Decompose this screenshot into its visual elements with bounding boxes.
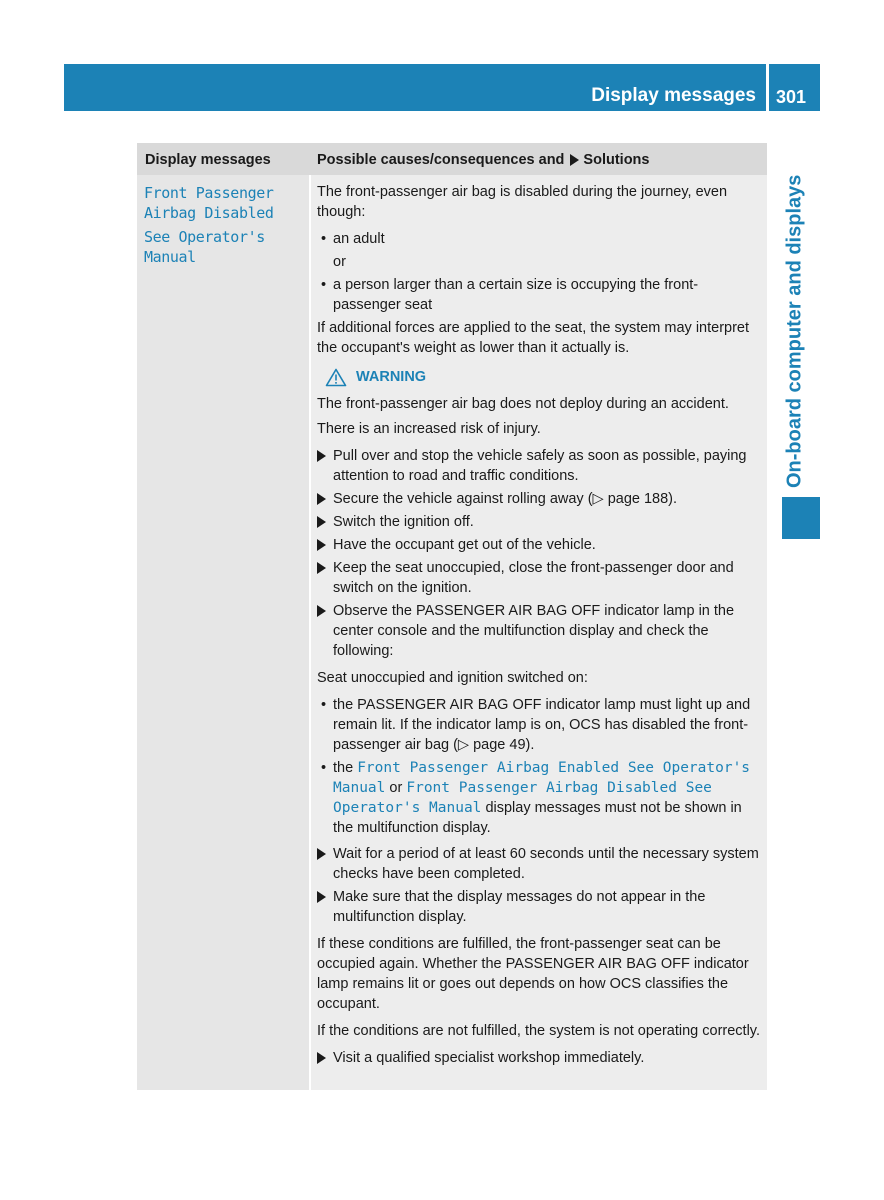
page-number-box [769,64,820,111]
step-observe-lamp: Observe the PASSENGER AIR BAG OFF indicator lamp in the center console and the multifunction display and check the following: [317,601,765,661]
message-line-2: Airbag Disabled [144,204,274,222]
step-arrow-icon [317,516,326,528]
step-arrow-icon [317,493,326,505]
step-visit-workshop: Visit a qualified specialist workshop immediately. [317,1048,765,1068]
step-check-display: Make sure that the display messages do not appear in the multifunction display. [317,887,765,927]
step-arrow-icon [317,539,326,551]
conditions-not-fulfilled-text: If the conditions are not fulfilled, the system is not operating correctly. [317,1023,761,1039]
message-line-1: Front Passenger [144,184,274,202]
causes-solutions-cell [317,182,765,1071]
step-secure-vehicle: Secure the vehicle against rolling away (▷ page 188). [317,489,765,509]
step-occupant-out: Have the occupant get out of the vehicle. [317,535,765,555]
warning-text-2: There is an increased risk of injury. [317,421,541,437]
column-divider [309,175,311,1090]
bullet-larger-person: • a person larger than a certain size is occupying the front-passenger seat [317,275,765,315]
step-arrow-icon [317,562,326,574]
warning-label: WARNING [356,369,427,385]
check-display-messages: • the Front Passenger Airbag Enabled See Operator's Manual or Front Passenger Airbag Disabled See Operator's Manual display messages must not be shown in the multifunction display. [317,758,765,838]
conditions-fulfilled-text: If these conditions are fulfilled, the front-passenger seat can be occupied again. Whether the PASSENGER AIR BAG OFF indicator lamp remains lit or goes out depends on how OCS classifies the occupant. [317,936,749,1012]
warning-triangle-icon [325,368,347,387]
display-message-cell [144,183,304,267]
page-title: Display messages [591,85,756,106]
message-line-4: Manual [144,248,196,266]
side-tab-marker [782,497,820,539]
or-text: or [333,254,346,270]
side-tab-label: On-board computer and displays [783,174,806,488]
col2-header [317,151,649,169]
col2-header-post: Solutions [583,152,650,168]
page-number: 301 [776,87,807,107]
step-arrow-icon [317,450,326,462]
warning-text-1: The front-passenger air bag does not deploy during an accident. [317,396,729,412]
step-pull-over: Pull over and stop the vehicle safely as soon as possible, paying attention to road and traffic conditions. [317,446,765,486]
step-keep-unoccupied: Keep the seat unoccupied, close the front-passenger door and switch on the ignition. [317,558,765,598]
msg-airbag-disabled: Front Passenger Airbag Disabled See Operator's Manual [333,780,712,816]
bullet-adult: • an adult [317,229,765,249]
step-arrow-icon [317,848,326,860]
msg-airbag-enabled: Front Passenger Airbag Enabled See Operator's Manual [333,760,751,796]
additional-forces-text: If additional forces are applied to the seat, the system may interpret the occupant's weight as lower than it actually is. [317,320,750,356]
table-header-row [137,143,767,175]
warning-heading [325,367,765,387]
seat-unoccupied-text: Seat unoccupied and ignition switched on: [317,670,588,686]
arrow-icon [570,154,579,166]
message-line-3: See Operator's [144,228,265,246]
step-ignition-off: Switch the ignition off. [317,512,765,532]
col1-header: Display messages [145,152,271,168]
check-lamp-lit: • the PASSENGER AIR BAG OFF indicator lamp must light up and remain lit. If the indicator lamp is on, OCS has disabled the front-passenger air bag (▷ page 49). [317,695,765,755]
display-messages-table [137,143,767,1090]
intro-text: The front-passenger air bag is disabled during the journey, even though: [317,184,728,220]
step-arrow-icon [317,891,326,903]
header-bar [64,64,766,111]
step-wait-60-seconds: Wait for a period of at least 60 seconds until the necessary system checks have been completed. [317,844,765,884]
step-arrow-icon [317,1052,326,1064]
step-arrow-icon [317,605,326,617]
col2-header-pre: Possible causes/consequences and [317,152,565,168]
